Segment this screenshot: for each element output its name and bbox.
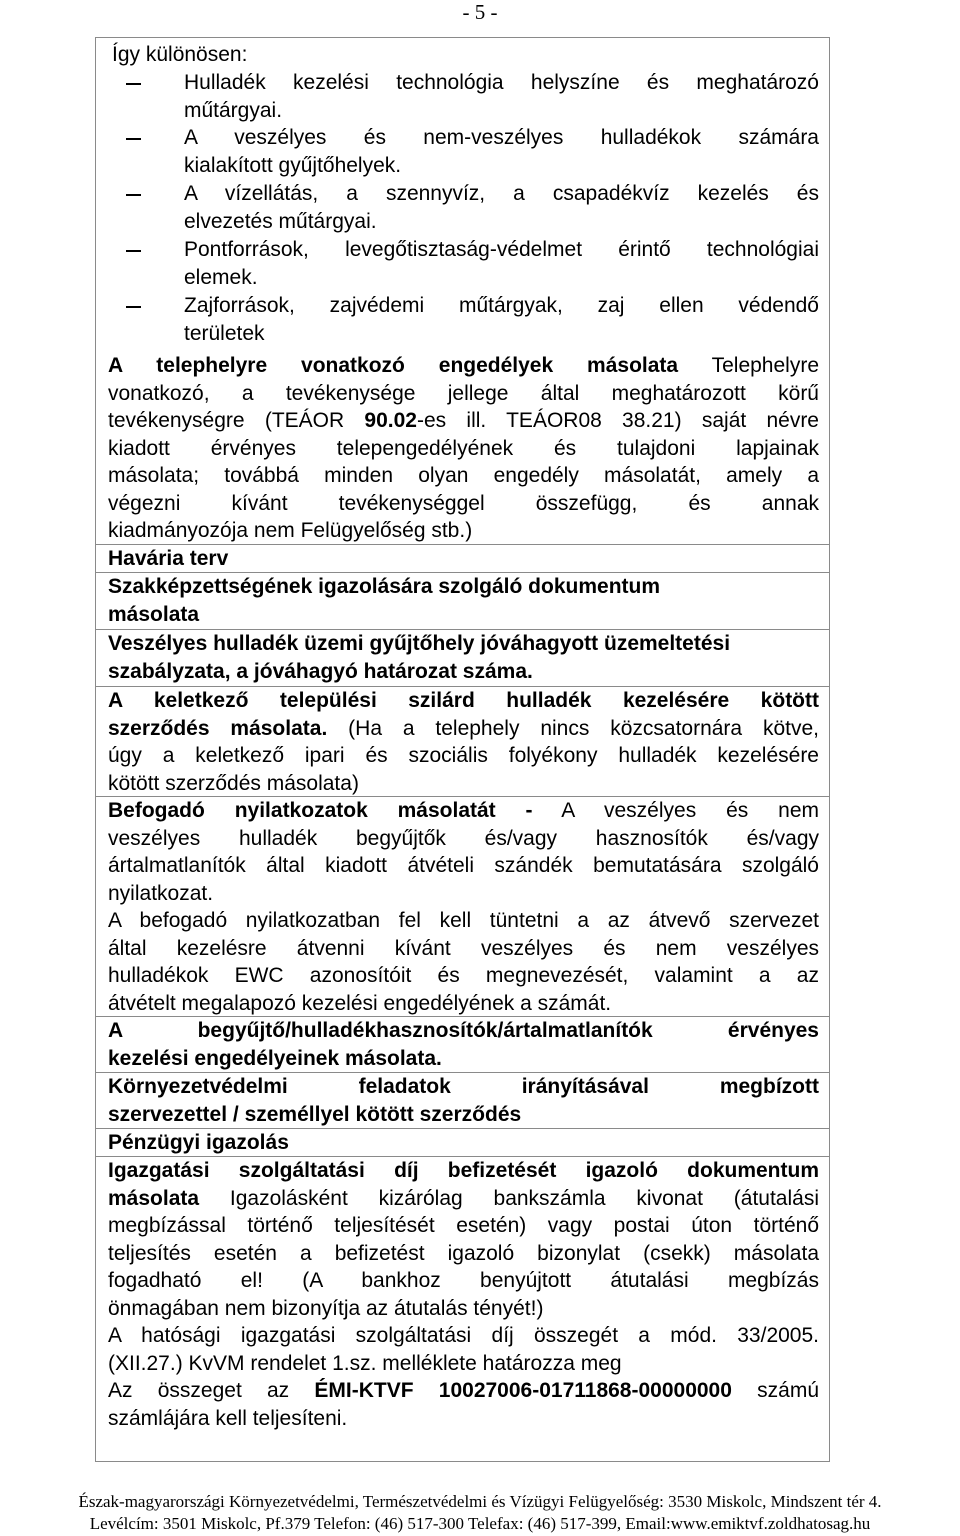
row-engedelyek <box>96 352 829 544</box>
row-befogado <box>96 796 829 1017</box>
text-line: veszélyes hulladék begyűjtők és/vagy hasznosítók és/vagy <box>108 826 819 850</box>
row-intro-bullets <box>96 38 829 352</box>
text-line: úgy a keletkező ipari és szociális folyékony hulladék kezelésére <box>108 744 819 767</box>
text-line: fogadható el! (A bankhoz benyújtott átutalási megbízás <box>108 1269 819 1292</box>
text-line: kiadmányozója nem Felügyelőség stb.) <box>108 519 473 542</box>
text-line: hulladékok EWC azonosítóit és megnevezését, valamint a az <box>108 964 819 987</box>
text-line: kiadott érvényes telepengedélyének és tulajdoni lapjainak <box>108 436 819 460</box>
text-line: számlájára kell teljesíteni. <box>108 1406 348 1430</box>
bullet-line: A veszélyes és nem-veszélyes hulladékok számára <box>184 126 819 149</box>
section-title: A keletkező települési szilárd hulladék kezelésére kötött <box>108 689 819 712</box>
text-line: által kezelésre átvenni kívánt veszélyes és nem veszélyes <box>108 936 819 960</box>
text-line: végezni kívánt tevékenységgel összefügg, és annak <box>108 491 819 515</box>
footer-line-1: Észak-magyarországi Környezetvédelmi, Természetvédelmi és Vízügyi Felügyelőség: 3530 Miskolc, Mindszent tér 4. <box>78 1492 882 1511</box>
text-line: A befogadó nyilatkozatban fel kell tüntetni a az átvevő szervezet <box>108 909 819 932</box>
text-line: vonatkozó, a tevékenysége jellege által meghatározott körű <box>108 381 819 405</box>
text-line: kötött szerződés másolata) <box>108 771 359 795</box>
section-title: Környezetvédelmi feladatok irányításával megbízott <box>108 1075 819 1098</box>
section-title: Igazgatási szolgáltatási díj befizetését igazoló dokumentum <box>108 1159 819 1182</box>
bullet-line: A vízellátás, a szennyvíz, a csapadékvíz kezelés és <box>184 182 819 205</box>
bullet-line: területek <box>184 321 265 345</box>
section-title: kezelési engedélyeinek másolata. <box>108 1046 442 1070</box>
intro-text: Így különösen: <box>112 43 248 66</box>
bullet-line: elemek. <box>184 265 258 289</box>
bullet-line: kialakított gyűjtőhelyek. <box>184 153 402 177</box>
text-line: önmagában nem bizonyítja az átutalás tényét!) <box>108 1296 544 1320</box>
row-telepulesi <box>96 686 829 797</box>
bullet-line: Zajforrások, zajvédemi műtárgyak, zaj ellen védendő <box>184 294 819 317</box>
dash-bullet-icon <box>126 250 141 252</box>
row-igazgatasi <box>96 1156 829 1462</box>
section-title: szabályzata, a jóváhagyó határozat száma. <box>108 659 533 683</box>
section-title: Befogadó nyilatkozatok másolatát - <box>108 799 533 822</box>
checklist-box <box>95 37 830 1462</box>
text-line: teljesítés esetén a befizetést igazoló bizonylat (csekk) másolata <box>108 1241 819 1265</box>
dash-bullet-icon <box>126 83 141 85</box>
text-line: másolata; továbbá minden olyan engedély másolatát, amely a <box>108 464 819 487</box>
text-line: A hatósági igazgatási szolgáltatási díj összegét a mód. 33/2005. <box>108 1324 819 1347</box>
section-title: másolata <box>108 602 200 626</box>
section-title: szervezettel / személlyel kötött szerződés <box>108 1102 522 1126</box>
text-line: átvételt megalapozó kezelési engedélyének a számát. <box>108 991 612 1015</box>
footer-line-2: Levélcím: 3501 Miskolc, Pf.379 Telefon: (46) 517-300 Telefax: (46) 517-399, Email:www.emiktvf.zoldhatosag.hu <box>89 1514 871 1533</box>
text-line: másolata Igazolásként kizárólag bankszámla kivonat (átutalási <box>108 1186 819 1210</box>
text-line: Az összeget az ÉMI-KTVF 10027006-01711868-00000000 számú <box>108 1379 819 1402</box>
bullet-line: Hulladék kezelési technológia helyszíne és meghatározó <box>184 71 819 94</box>
section-title: Veszélyes hulladék üzemi gyűjtőhely jóváhagyott üzemeltetési <box>108 632 731 655</box>
row-kornyezetvedelmi <box>96 1072 829 1129</box>
text-line: szerződés másolata. (Ha a telephely nincs közcsatornára kötve, <box>108 716 819 740</box>
text-line: A telephelyre vonatkozó engedélyek másolata Telephelyre <box>108 354 819 377</box>
dash-bullet-icon <box>126 138 141 140</box>
bullet-line: műtárgyai. <box>184 98 283 122</box>
section-title: Havária terv <box>108 547 229 570</box>
text-line: Befogadó nyilatkozatok másolatát - A veszélyes és nem <box>108 799 819 822</box>
text-line: megbízással történő teljesítését esetén) vagy postai úton történő <box>108 1214 819 1237</box>
row-gyujtohely <box>96 629 829 687</box>
text-line: nyilatkozat. <box>108 881 214 905</box>
dash-bullet-icon <box>126 306 141 308</box>
dash-bullet-icon <box>126 194 141 196</box>
bullet-line: Pontforrások, levegőtisztaság-védelmet érintő technológiai <box>184 238 819 261</box>
text-line: ártalmatlanítók által kiadott átvételi szándék bemutatására szolgáló <box>108 854 819 877</box>
account-number: ÉMI-KTVF 10027006-01711868-00000000 <box>314 1379 732 1402</box>
section-title: Szakképzettségének igazolására szolgáló dokumentum <box>108 575 661 598</box>
row-penzugyi <box>96 1128 829 1157</box>
text-line: (XII.27.) KvVM rendelet 1.sz. melléklete határozza meg <box>108 1351 622 1375</box>
row-havaria <box>96 544 829 573</box>
text-line: tevékenységre (TEÁOR 90.02-es ill. TEÁOR08 38.21) saját névre <box>108 409 819 432</box>
bullet-line: elvezetés műtárgyai. <box>184 209 377 233</box>
page-number: - 5 - <box>462 0 498 24</box>
row-szakkepzettseg <box>96 572 829 630</box>
section-title: Pénzügyi igazolás <box>108 1131 289 1154</box>
section-title: A begyűjtő/hulladékhasznosítók/ártalmatlanítók érvényes <box>108 1019 819 1042</box>
section-title: A telephelyre vonatkozó engedélyek másolata <box>108 354 679 377</box>
row-begyujto <box>96 1016 829 1073</box>
